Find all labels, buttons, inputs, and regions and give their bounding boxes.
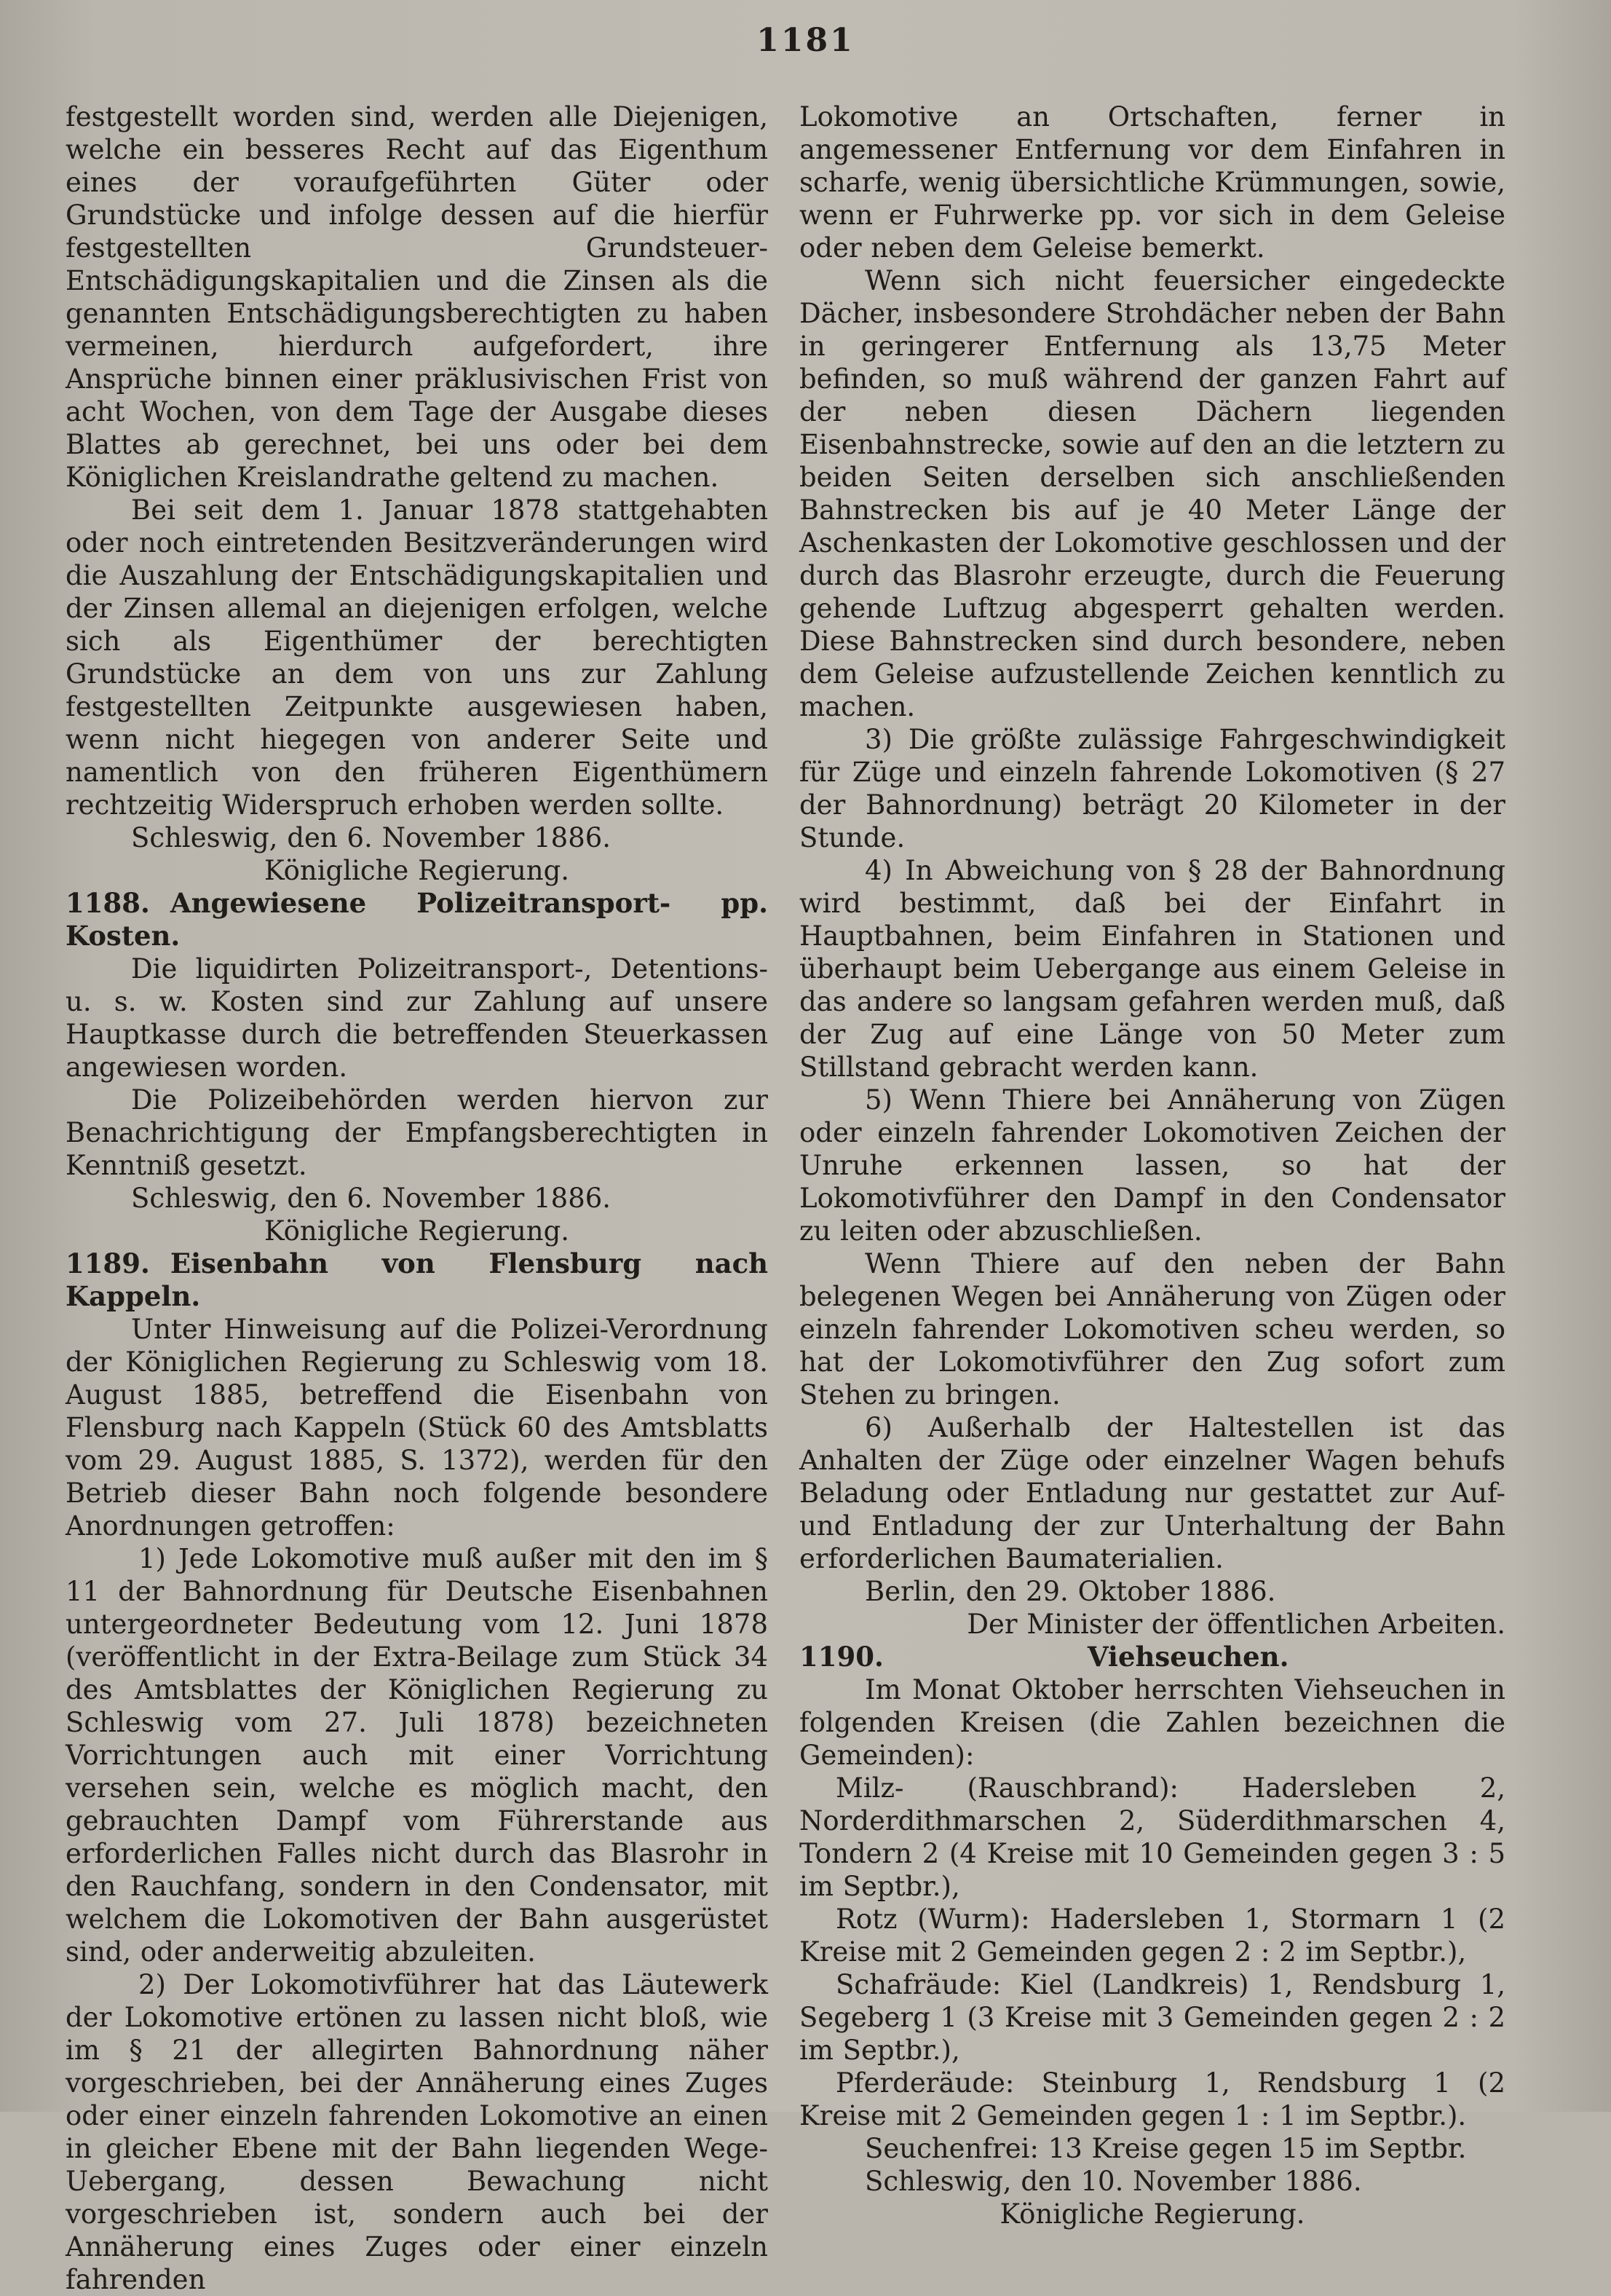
paragraph: Wenn sich nicht feuersicher eingedeckte Dächer, insbesondere Strohdächer neben der Bahn in geringerer Entfernung als 13,75 Meter befinden, so muß während der ganzen Fahrt auf der neben diesen Dächern liegenden Eisenbahnstrecke, sowie auf den an die letztern zu beiden Seiten derselben sich anschließenden Bahnstrecken bis auf je 40 Meter Länge der Aschenkasten der Lokomotive geschlossen und der durch das Blasrohr erzeugte, durch die Feuerung gehende Luftzug abgesperrt gehalten werden. Diese Bahnstrecken sind durch besondere, neben dem Geleise aufzustellende Zeichen kenntlich zu machen. bbox=[799, 265, 1505, 722]
place-date: Schleswig, den 6. November 1886. bbox=[131, 1183, 611, 1214]
list-item: 5) Wenn Thiere bei Annäherung von Zügen oder einzeln fahrender Lokomotiven Zeichen der Unruhe erkennen lassen, so hat der Lokomotivführer den Dampf in den Condensator zu leiten oder abzuschließen. bbox=[799, 1084, 1505, 1247]
list-item: 2) Der Lokomotivführer hat das Läutewerk der Lokomotive ertönen zu lassen nicht bloß, wie im § 21 der allegirten Bahnordnung näher vorgeschrieben, bei der Annäherung eines Zuges oder einer einzeln fahrenden Lokomotive an einen in gleicher Ebene mit der Bahn liegenden Wege-Uebergang, dessen Bewachung nicht vorgeschrieben ist, sondern auch bei der Annäherung eines Zuges oder einer einzeln fahrenden bbox=[66, 1969, 768, 2295]
disease-entry: Pferderäude: Steinburg 1, Rendsburg 1 (2 Kreise mit 2 Gemeinden gegen 1 : 1 im Septbr.). bbox=[799, 2067, 1505, 2131]
list-item: 4) In Abweichung von § 28 der Bahnordnung wird bestimmt, daß bei der Einfahrt in Hauptbahnen, beim Einfahren in Stationen und überhaupt beim Uebergange aus einem Geleise in das andere so langsam gefahren werden muß, daß der Zug auf eine Länge von 50 Meter zum Stillstand gebracht werden kann. bbox=[799, 855, 1505, 1083]
paragraph: Unter Hinweisung auf die Polizei-Verordnung der Königlichen Regierung zu Schleswig vom 18. August 1885, betreffend die Eisenbahn von Flensburg nach Kappeln (Stück 60 des Amtsblatts vom 29. August 1885, S. 1372), werden für den Betrieb dieser Bahn noch folgende besondere Anordnungen getroffen: bbox=[66, 1314, 768, 1542]
right-column bbox=[799, 100, 1505, 2230]
section-heading-1188 bbox=[66, 887, 768, 952]
section-heading-1190 bbox=[799, 1641, 1505, 1673]
paragraph: festgestellt worden sind, werden alle Diejenigen, welche ein besseres Recht auf das Eigenthum eines der voraufgeführten Güter oder Grundstücke und infolge dessen auf die hierfür festgestellten Grundsteuer-Entschädigungskapitalien und die Zinsen als die genannten Entschädigungsberechtigten zu haben vermeinen, hierdurch aufgefordert, ihre Ansprüche binnen einer präklusivischen Frist von acht Wochen, von dem Tage der Ausgabe dieses Blattes ab gerechnet, bei uns oder bei dem Königlichen Kreislandrathe geltend zu machen. bbox=[66, 101, 768, 493]
paragraph: Wenn Thiere auf den neben der Bahn belegenen Wegen bei Annäherung von Zügen oder einzeln fahrender Lokomotiven scheu werden, so hat der Lokomotivführer den Zug sofort zum Stehen zu bringen. bbox=[799, 1248, 1505, 1411]
disease-entry: Rotz (Wurm): Hadersleben 1, Stormarn 1 (2 Kreise mit 2 Gemeinden gegen 2 : 2 im Septbr.), bbox=[799, 1904, 1505, 1968]
left-column bbox=[66, 100, 768, 2296]
section-title: Angewiesene Polizeitransport- pp. Kosten. bbox=[66, 887, 768, 952]
list-item: 3) Die größte zulässige Fahrgeschwindigkeit für Züge und einzeln fahrende Lokomotiven (§ 27 der Bahnordnung) beträgt 20 Kilometer in der Stunde. bbox=[799, 724, 1505, 853]
section-number: 1189. bbox=[66, 1247, 150, 1279]
disease-free-summary: Seuchenfrei: 13 Kreise gegen 15 im Septbr. bbox=[865, 2133, 1467, 2164]
section-title: Viehseuchen. bbox=[1087, 1641, 1289, 1673]
paragraph: Die liquidirten Polizeitransport-, Detentions- u. s. w. Kosten sind zur Zahlung auf unsere Hauptkasse durch die betreffenden Steuerkassen angewiesen worden. bbox=[66, 953, 768, 1083]
paragraph: Bei seit dem 1. Januar 1878 stattgehabten oder noch eintretenden Besitzveränderungen wird die Auszahlung der Entschädigungskapitalien und der Zinsen allemal an diejenigen erfolgen, welche sich als Eigenthümer der berechtigten Grundstücke an dem von uns zur Zahlung festgestellten Zeitpunkte ausgewiesen haben, wenn nicht hiegegen von anderer Seite und namentlich von den früheren Eigenthümern rechtzeitig Widerspruch erhoben werden sollte. bbox=[66, 494, 768, 821]
paragraph: Im Monat Oktober herrschten Viehseuchen in folgenden Kreisen (die Zahlen bezeichnen die Gemeinden): bbox=[799, 1674, 1505, 1771]
place-date: Berlin, den 29. Oktober 1886. bbox=[865, 1576, 1276, 1607]
section-number: 1190. bbox=[799, 1641, 884, 1673]
section-heading-1189 bbox=[66, 1247, 768, 1313]
authority-signature: Königliche Regierung. bbox=[264, 855, 570, 886]
disease-entry: Milz- (Rauschbrand): Hadersleben 2, Norderdithmarschen 2, Süderdithmarschen 4, Tondern 2 (4 Kreise mit 10 Gemeinden gegen 3 : 5 im Septbr.), bbox=[799, 1772, 1505, 1902]
disease-entry: Schafräude: Kiel (Landkreis) 1, Rendsburg 1, Segeberg 1 (3 Kreise mit 3 Gemeinden gegen 2 : 2 im Septbr.), bbox=[799, 1969, 1505, 2066]
authority-signature: Königliche Regierung. bbox=[1000, 2198, 1305, 2230]
paragraph: Lokomotive an Ortschaften, ferner in angemessener Entfernung vor dem Einfahren in scharfe, wenig übersichtliche Krümmungen, sowie, wenn er Fuhrwerke pp. vor sich in dem Geleise oder neben dem Geleise bemerkt. bbox=[799, 101, 1505, 264]
authority-signature: Der Minister der öffentlichen Arbeiten. bbox=[967, 1609, 1505, 1640]
page-number: 1181 bbox=[756, 22, 855, 59]
place-date: Schleswig, den 10. November 1886. bbox=[865, 2166, 1362, 2197]
list-item: 6) Außerhalb der Haltestellen ist das Anhalten der Züge oder einzelner Wagen behufs Beladung oder Entladung nur gestattet zur Auf- und Entladung der zur Unterhaltung der Bahn erforderlichen Baumaterialien. bbox=[799, 1412, 1505, 1574]
list-item: 1) Jede Lokomotive muß außer mit den im § 11 der Bahnordnung für Deutsche Eisenbahnen untergeordneter Bedeutung vom 12. Juni 1878 (veröffentlicht in der Extra-Beilage zum Stück 34 des Amtsblattes der Königlichen Regierung zu Schleswig vom 27. Juli 1878) bezeichneten Vorrichtungen auch mit einer Vorrichtung versehen sein, welche es möglich macht, den gebrauchten Dampf vom Führerstande aus erforderlichen Falles nicht durch das Blasrohr in den Rauchfang, sondern in den Condensator, mit welchem die Lokomotiven der Bahn ausgerüstet sind, oder anderweitig abzuleiten. bbox=[66, 1543, 768, 1968]
authority-signature: Königliche Regierung. bbox=[264, 1215, 570, 1247]
section-title: Eisenbahn von Flensburg nach Kappeln. bbox=[66, 1247, 768, 1312]
place-date: Schleswig, den 6. November 1886. bbox=[131, 822, 611, 853]
paragraph: Die Polizeibehörden werden hiervon zur Benachrichtigung der Empfangsberechtigten in Kenntniß gesetzt. bbox=[66, 1084, 768, 1181]
section-number: 1188. bbox=[66, 887, 150, 919]
